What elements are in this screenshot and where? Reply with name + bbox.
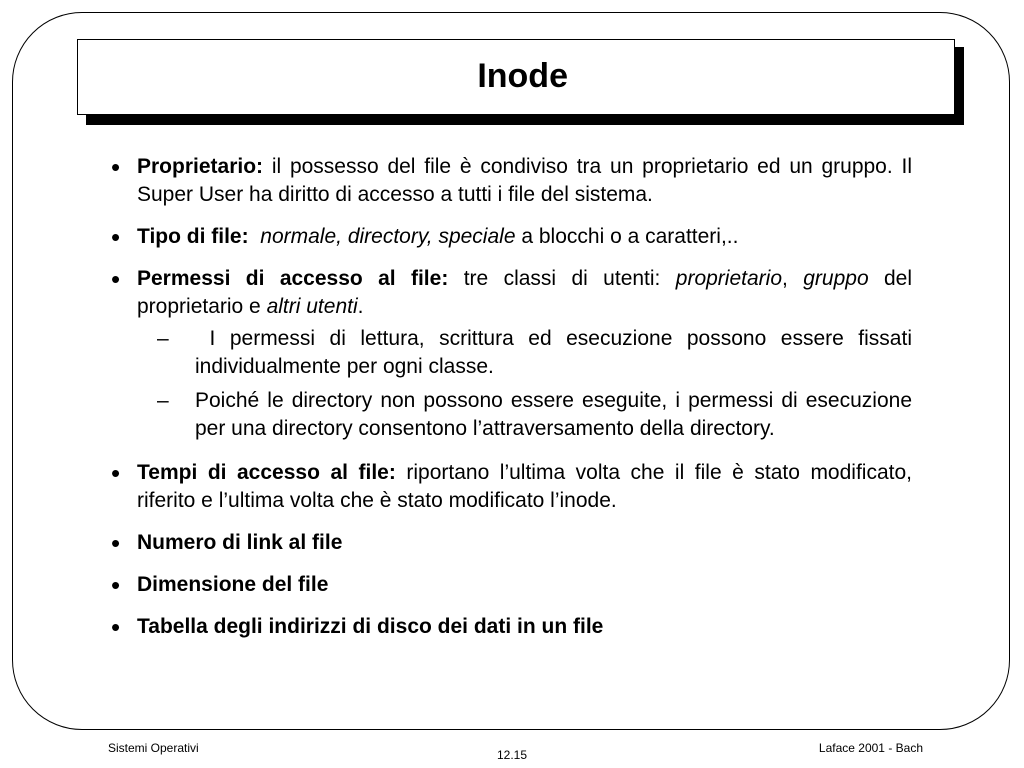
bullet-italic-text: gruppo bbox=[803, 267, 869, 290]
bullet-text: , bbox=[782, 267, 804, 290]
slide-title: Inode bbox=[477, 57, 568, 95]
bullet-dot: • bbox=[111, 458, 121, 488]
bullet-label: Dimensione del file bbox=[137, 573, 329, 596]
bullet-italic-text: altri utenti bbox=[266, 295, 358, 318]
sub-dash: – bbox=[157, 389, 169, 412]
subitem-text: Poiché le directory non possono essere eseguite, i permessi di esecuzione per una directory consentono l’attraversamento della directory. bbox=[195, 389, 912, 440]
sub-dash: – bbox=[157, 327, 169, 350]
bullet-dot: • bbox=[111, 152, 121, 182]
bullet-text: . bbox=[357, 295, 364, 318]
bullet-numero-di-link bbox=[110, 529, 912, 557]
bullet-dot: • bbox=[111, 570, 121, 600]
bullet-label: Tipo di file: bbox=[137, 225, 249, 248]
bullet-permessi bbox=[110, 265, 912, 321]
bullet-tabella-indirizzi bbox=[110, 613, 912, 641]
footer-page-number: 12.15 bbox=[496, 748, 528, 762]
bullet-text: riportano l’ultima volta che il file è stato modificato, riferito e l’ultima volta che è stato modificato l’inode. bbox=[137, 461, 912, 512]
bullet-text: a blocchi o a caratteri,.. bbox=[515, 225, 739, 248]
bullet-proprietario bbox=[110, 153, 912, 209]
bullet-text: il possesso del file è condiviso tra un proprietario ed un gruppo. Il Super User ha diritto di accesso a tutti i file del sistema. bbox=[137, 155, 912, 206]
bullet-italic-text: normale, directory, speciale bbox=[260, 225, 516, 248]
bullet-text: del proprietario e bbox=[137, 267, 913, 318]
bullet-label: Numero di link al file bbox=[137, 531, 343, 554]
subitem-text: I permessi di lettura, scrittura ed esecuzione possono essere fissati individualmente per ogni classe. bbox=[195, 327, 912, 378]
subitem-directory bbox=[110, 387, 912, 443]
bullet-gap bbox=[249, 225, 261, 248]
bullet-dimensione bbox=[110, 571, 912, 599]
bullet-label: Proprietario: bbox=[137, 155, 264, 178]
footer-author: Laface 2001 - Bach bbox=[818, 741, 923, 755]
bullet-dot: • bbox=[111, 528, 121, 558]
title-box bbox=[77, 39, 955, 115]
bullet-label: Permessi di accesso al file: bbox=[137, 267, 449, 290]
bullet-dot: • bbox=[111, 222, 121, 252]
slide-content bbox=[110, 153, 912, 641]
bullet-label: Tempi di accesso al file: bbox=[137, 461, 396, 484]
footer-course: Sistemi Operativi bbox=[108, 741, 199, 755]
bullet-italic-text: proprietario bbox=[675, 267, 783, 290]
bullet-text: tre classi di utenti: bbox=[448, 267, 676, 290]
bullet-label: Tabella degli indirizzi di disco dei dati in un file bbox=[137, 615, 604, 638]
bullet-dot: • bbox=[111, 612, 121, 642]
bullet-tempi-di-accesso bbox=[110, 459, 912, 515]
subitem-permessi-lettura bbox=[110, 325, 912, 381]
bullet-dot: • bbox=[111, 264, 121, 294]
bullet-tipo-di-file bbox=[110, 223, 912, 251]
